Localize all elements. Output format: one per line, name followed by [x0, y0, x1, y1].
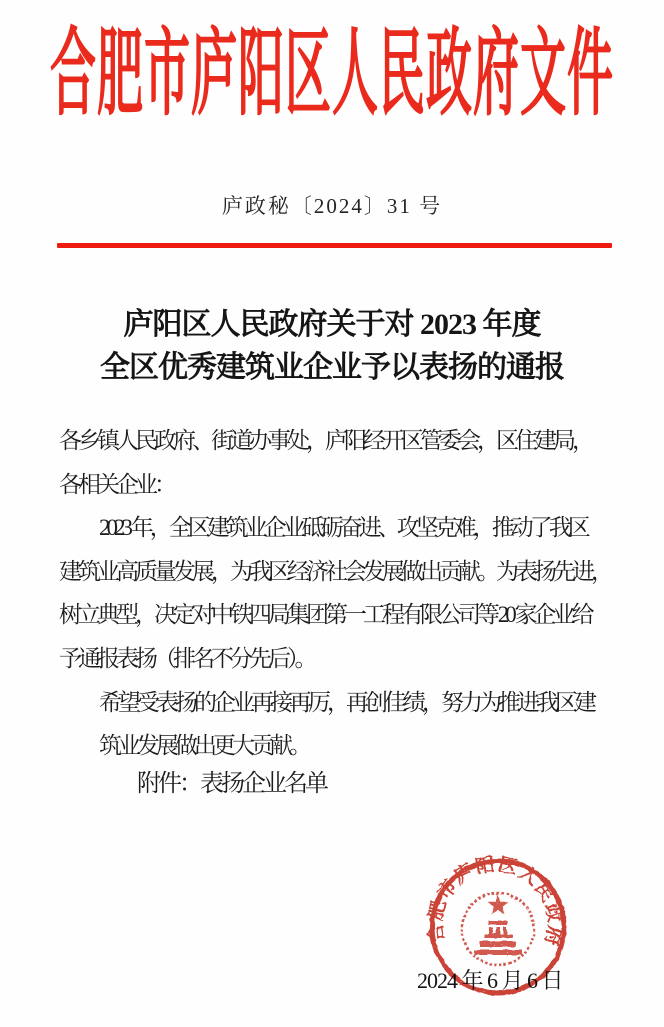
document-number: 庐政秘〔2024〕31 号 — [221, 194, 443, 218]
letterhead-title: 合肥市庐阳区人民政府文件 — [50, 20, 614, 127]
red-divider-rule — [57, 243, 612, 248]
body-line: 2023 年，全区建筑业企业砥砺奋进、攻坚克难，推动了我区 — [99, 515, 587, 541]
body-line: 树立典型，决定对中铁四局集团第一工程有限公司等 20 家企业给 — [59, 602, 591, 628]
document-letterhead — [0, 20, 664, 127]
document-title-line2: 全区优秀建筑业企业予以表扬的通报 — [100, 351, 564, 384]
body-line: 筑业发展做出更大贡献。 — [99, 733, 308, 759]
body-line: 各乡镇人民政府、街道办事处，庐阳经开区管委会，区住建局， — [59, 428, 591, 453]
body-line: 各相关企业： — [59, 471, 173, 497]
attachment-note: 附件：表扬企业名单 — [137, 771, 326, 797]
document-title-line1: 庐阳区人民政府关于对 2023 年度 — [123, 308, 541, 341]
body-line: 希望受表扬的企业再接再厉，再创佳绩，努力为推进我区建 — [99, 689, 593, 715]
document-body — [59, 419, 615, 768]
body-line: 予通报表扬（排名不分先后）。 — [59, 645, 314, 671]
document-title — [0, 303, 664, 389]
signing-date: 2024 年 6 月 6 日 — [417, 968, 563, 993]
seal-arc-text: 合肥市庐阳区人民政府 — [425, 854, 565, 949]
body-line: 建筑业高质量发展，为我区经济社会发展做出贡献。为表扬先进， — [59, 558, 610, 584]
svg-text:合肥市庐阳区人民政府 — [423, 853, 566, 949]
national-emblem-icon — [462, 893, 534, 965]
